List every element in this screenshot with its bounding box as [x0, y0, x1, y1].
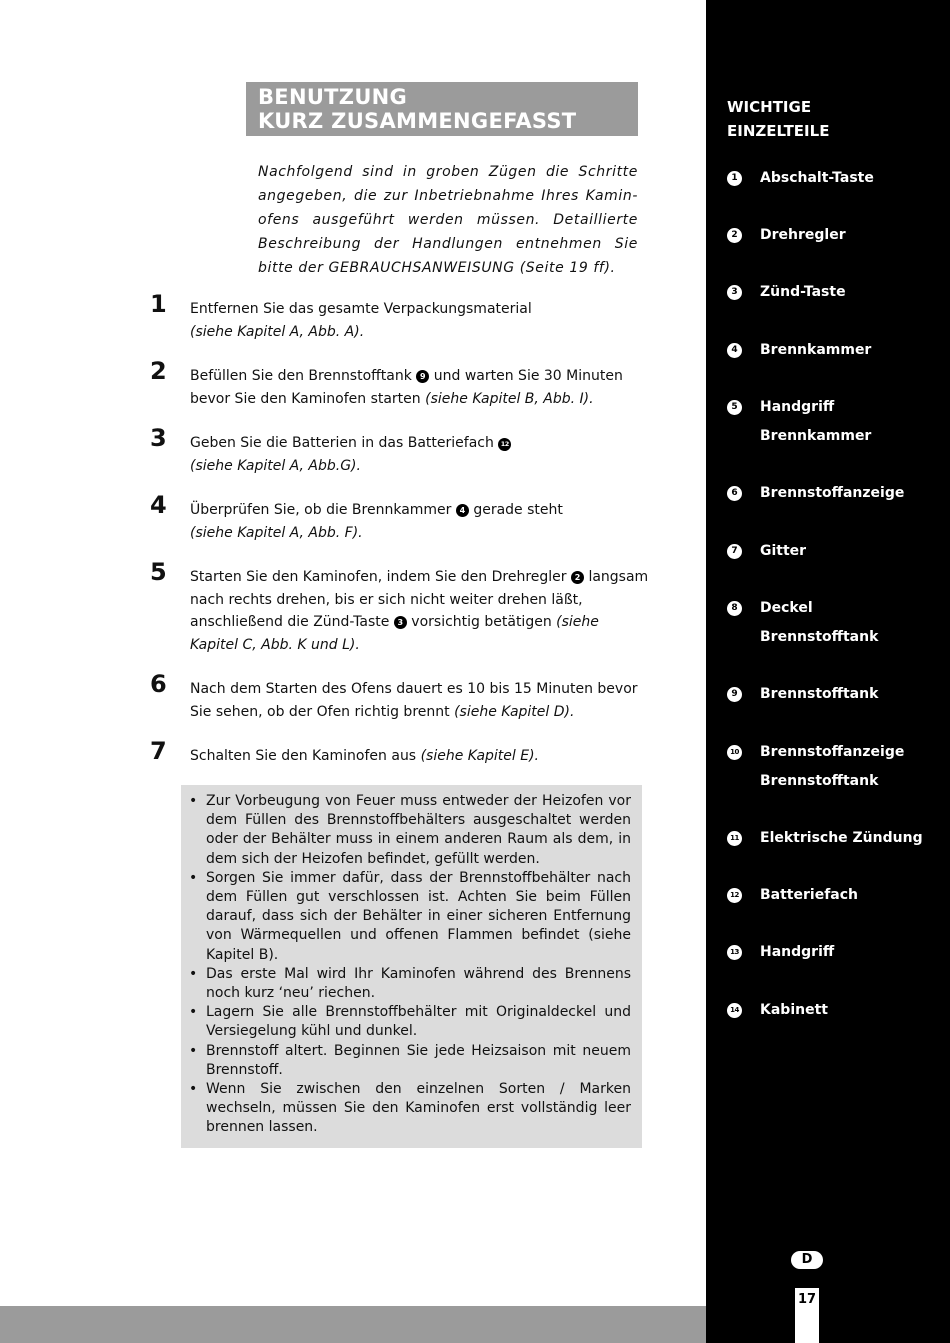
step-text: Befüllen Sie den Brennstofftank 9 und warten Sie 30 Minuten bevor Sie den Kaminofen starten (siehe Kapitel B, Abb. I).: [190, 368, 623, 407]
step-number: 4: [150, 491, 167, 519]
section-title-line2: KURZ ZUSAMMENGEFASST: [258, 109, 577, 133]
part-number-badge: 4: [456, 504, 469, 517]
list-item: • Zur Vorbeugung von Feuer muss entweder der Heizofen vor dem Füllen des Brennstoffbehälters ausgeschaltet werden oder der Behälter muss in einem anderen Raum als dem, in dem sich der Heizofen befindet, gefüllt werden.: [189, 792, 631, 869]
step-text: Entfernen Sie das gesamte Verpackungsmaterial (siehe Kapitel A, Abb. A).: [190, 301, 532, 340]
part-label: Brennstoffanzeige: [760, 485, 905, 501]
part-label: Handgriff: [760, 944, 835, 960]
part-label: Batteriefach: [760, 887, 858, 903]
step-reference: (siehe Kapitel A, Abb.G).: [190, 457, 361, 474]
part-number-badge: 14: [727, 1003, 742, 1018]
part-number-badge: 8: [727, 601, 742, 616]
step-text: Schalten Sie den Kaminofen aus (siehe Kapitel E).: [190, 748, 539, 764]
part-number-badge: 11: [727, 831, 742, 846]
part-label: Brennkammer: [760, 342, 872, 358]
part-number-badge: 1: [727, 171, 742, 186]
part-label: Gitter: [760, 543, 807, 559]
list-item: • Sorgen Sie immer dafür, dass der Brennstoffbehälter nach dem Füllen gut verschlossen ist. Achten Sie beim Füllen darauf, dass sich der Behälter in einer sicheren Entfernung von Wärmequellen und offenen Flammen befindet (siehe Kapitel B).: [189, 869, 631, 965]
step-text: Nach dem Starten des Ofens dauert es 10 bis 15 Minuten bevor Sie sehen, ob der Ofen richtig brennt (siehe Kapitel D).: [190, 681, 638, 720]
part-number-badge: 2: [571, 571, 584, 584]
section-title-line1: BENUTZUNG: [258, 85, 408, 109]
part-number-badge: 9: [727, 687, 742, 702]
part-label: Elektrische Zündung: [760, 830, 923, 846]
part-label: Drehregler: [760, 227, 846, 243]
part-number-badge: 2: [727, 228, 742, 243]
footer-bar: [0, 1306, 706, 1343]
part-number-badge: 7: [727, 544, 742, 559]
part-number-badge: 5: [727, 400, 742, 415]
intro-paragraph: Nachfolgend sind in groben Zügen die Schritte angegeben, die zur Inbetriebnahme Ihres Kamin-ofens ausgeführt werden müssen. Detaillierte Beschreibung der Handlungen entnehmen Sie bitte der GEBRAUCHSANWEISUNG (Seite 19 ff).: [258, 164, 638, 276]
part-number-badge: 12: [498, 438, 511, 451]
part-number-badge: 12: [727, 888, 742, 903]
list-item: • Das erste Mal wird Ihr Kaminofen während des Brennens noch kurz ‘neu’ riechen.: [189, 965, 631, 1003]
part-label: Handgriff Brennkammer: [760, 399, 872, 444]
part-label: Brennstofftank: [760, 686, 879, 702]
step-text: Starten Sie den Kaminofen, indem Sie den Drehregler 2 langsam nach rechts drehen, bis er sich nicht weiter drehen läßt, anschließend die Zünd-Taste 3 vorsichtig betätigen (siehe Kapitel C, Abb. K und L).: [190, 569, 649, 653]
section-title: [258, 85, 576, 133]
sidebar-title: WICHTIGE EINZELTEILE: [727, 98, 830, 140]
step-reference: (siehe Kapitel D).: [454, 703, 575, 720]
part-label: Deckel Brennstofftank: [760, 600, 879, 645]
part-label: Brennstoffanzeige Brennstofftank: [760, 744, 905, 789]
part-label: Kabinett: [760, 1002, 828, 1018]
step-text: Geben Sie die Batterien in das Batteriefach 12 (siehe Kapitel A, Abb.G).: [190, 432, 650, 477]
list-item: • Wenn Sie zwischen den einzelnen Sorten / Marken wechseln, müssen Sie den Kaminofen erst vollständig leer brennen lassen.: [189, 1080, 631, 1138]
step-number: 7: [150, 737, 167, 765]
part-number-badge: 13: [727, 945, 742, 960]
step-reference: (siehe Kapitel E).: [420, 748, 539, 764]
section-header: [246, 82, 638, 136]
list-item: • Lagern Sie alle Brennstoffbehälter mit Originaldeckel und Versiegelung kühl und dunkel.: [189, 1003, 631, 1041]
step-number: 3: [150, 424, 167, 452]
step-reference: (siehe Kapitel A, Abb. A).: [190, 323, 365, 340]
step-text: Überprüfen Sie, ob die Brennkammer 4 gerade steht (siehe Kapitel A, Abb. F).: [190, 502, 563, 541]
part-number-badge: 9: [416, 370, 429, 383]
parts-sidebar: [706, 0, 950, 1343]
step-number: 6: [150, 670, 167, 698]
step-reference: (siehe Kapitel B, Abb. I).: [425, 390, 594, 407]
part-number-badge: 10: [727, 745, 742, 760]
step-number: 2: [150, 357, 167, 385]
part-label: Zünd-Taste: [760, 284, 846, 300]
list-item: • Brennstoff altert. Beginnen Sie jede Heizsaison mit neuem Brennstoff.: [189, 1042, 631, 1080]
page-number: 17: [795, 1288, 819, 1343]
step-reference: (siehe Kapitel A, Abb. F).: [190, 524, 363, 541]
part-number-badge: 6: [727, 486, 742, 501]
step-number: 1: [150, 290, 167, 318]
part-label: Abschalt-Taste: [760, 170, 874, 186]
language-badge: D: [791, 1251, 823, 1269]
part-number-badge: 4: [727, 343, 742, 358]
step-number: 5: [150, 558, 167, 586]
part-number-badge: 3: [727, 285, 742, 300]
safety-notes-box: [181, 785, 642, 1148]
part-number-badge: 3: [394, 616, 407, 629]
step-reference: (siehe Kapitel C, Abb. K und L).: [190, 614, 599, 653]
safety-notes-list: [189, 792, 631, 1138]
